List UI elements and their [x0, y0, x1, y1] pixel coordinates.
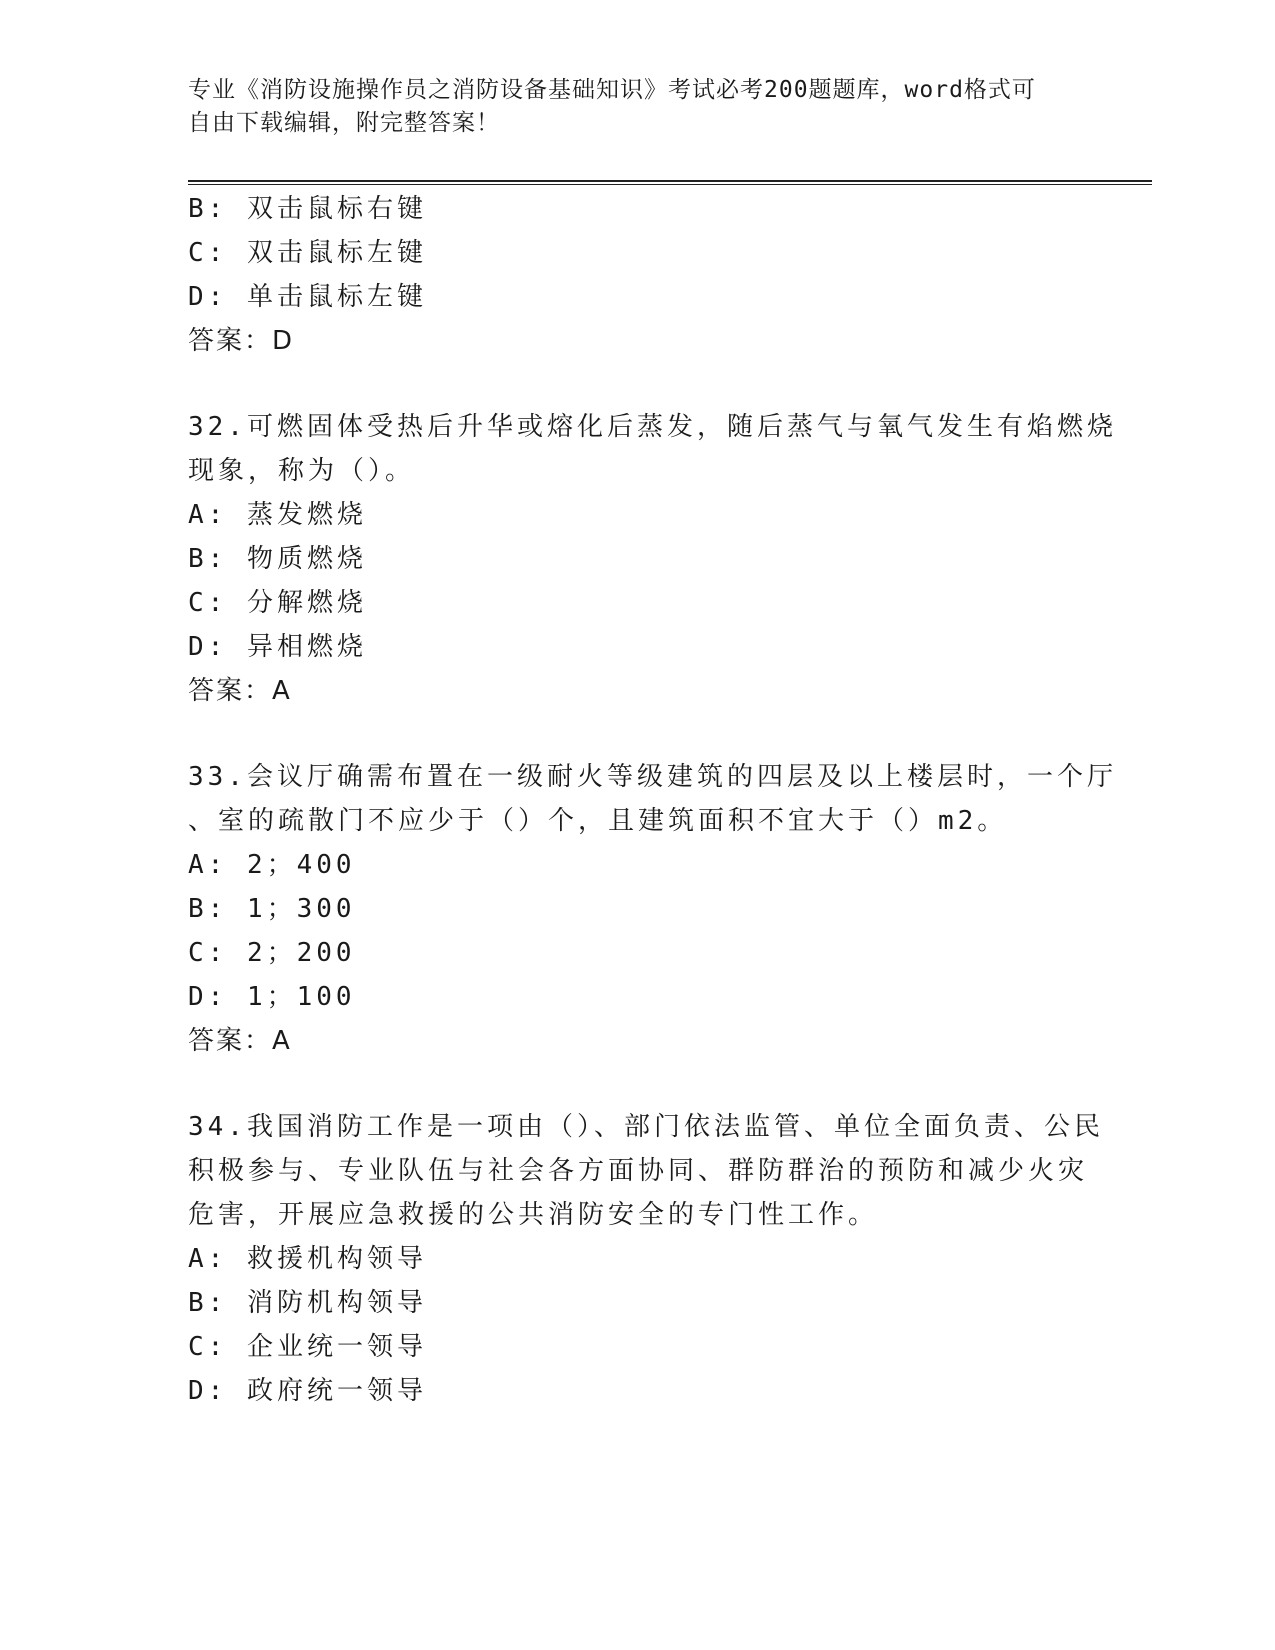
- header-divider-thin: [188, 184, 1152, 185]
- question-34-option-d: D: 政府统一领导: [188, 1376, 427, 1406]
- question-33-option-a: A: 2；400: [188, 850, 356, 880]
- question-33-answer: 答案：A: [188, 1026, 292, 1056]
- question-32-stem-line-1: 32.可燃固体受热后升华或熔化后蒸发，随后蒸气与氧气发生有焰燃烧: [188, 412, 1117, 442]
- option-d: D: 单击鼠标左键: [188, 282, 427, 312]
- question-32-stem-line-2: 现象，称为（）。: [188, 456, 416, 486]
- question-32-option-b: B: 物质燃烧: [188, 544, 367, 574]
- option-c: C: 双击鼠标左键: [188, 238, 427, 268]
- question-34-option-c: C: 企业统一领导: [188, 1332, 427, 1362]
- question-33-stem-line-2: 、室的疏散门不应少于（）个，且建筑面积不宜大于（）m2。: [188, 806, 1008, 836]
- question-34-stem-line-2: 积极参与、专业队伍与社会各方面协同、群防群治的预防和减少火灾: [188, 1156, 1089, 1186]
- option-b: B: 双击鼠标右键: [188, 194, 427, 224]
- question-32-option-c: C: 分解燃烧: [188, 588, 367, 618]
- answer-line: 答案：D: [188, 326, 295, 356]
- question-33-option-b: B: 1；300: [188, 894, 356, 924]
- question-33-option-d: D: 1；100: [188, 982, 356, 1012]
- question-32-option-a: A: 蒸发燃烧: [188, 500, 367, 530]
- header-line-1: 专业《消防设施操作员之消防设备基础知识》考试必考200题题库，word格式可: [188, 77, 1036, 103]
- question-33-option-c: C: 2；200: [188, 938, 356, 968]
- question-34-option-b: B: 消防机构领导: [188, 1288, 427, 1318]
- question-34-stem-line-1: 34.我国消防工作是一项由（）、部门依法监管、单位全面负责、公民: [188, 1112, 1104, 1142]
- header-line-2: 自由下载编辑，附完整答案！: [188, 110, 500, 136]
- question-32-answer: 答案：A: [188, 676, 292, 706]
- header-divider-thick: [188, 180, 1152, 182]
- document-header: [188, 74, 1068, 140]
- question-33-stem-line-1: 33.会议厅确需布置在一级耐火等级建筑的四层及以上楼层时，一个厅: [188, 762, 1117, 792]
- question-34-option-a: A: 救援机构领导: [188, 1244, 427, 1274]
- question-34-stem-line-3: 危害，开展应急救援的公共消防安全的专门性工作。: [188, 1200, 879, 1230]
- question-32-option-d: D: 异相燃烧: [188, 632, 367, 662]
